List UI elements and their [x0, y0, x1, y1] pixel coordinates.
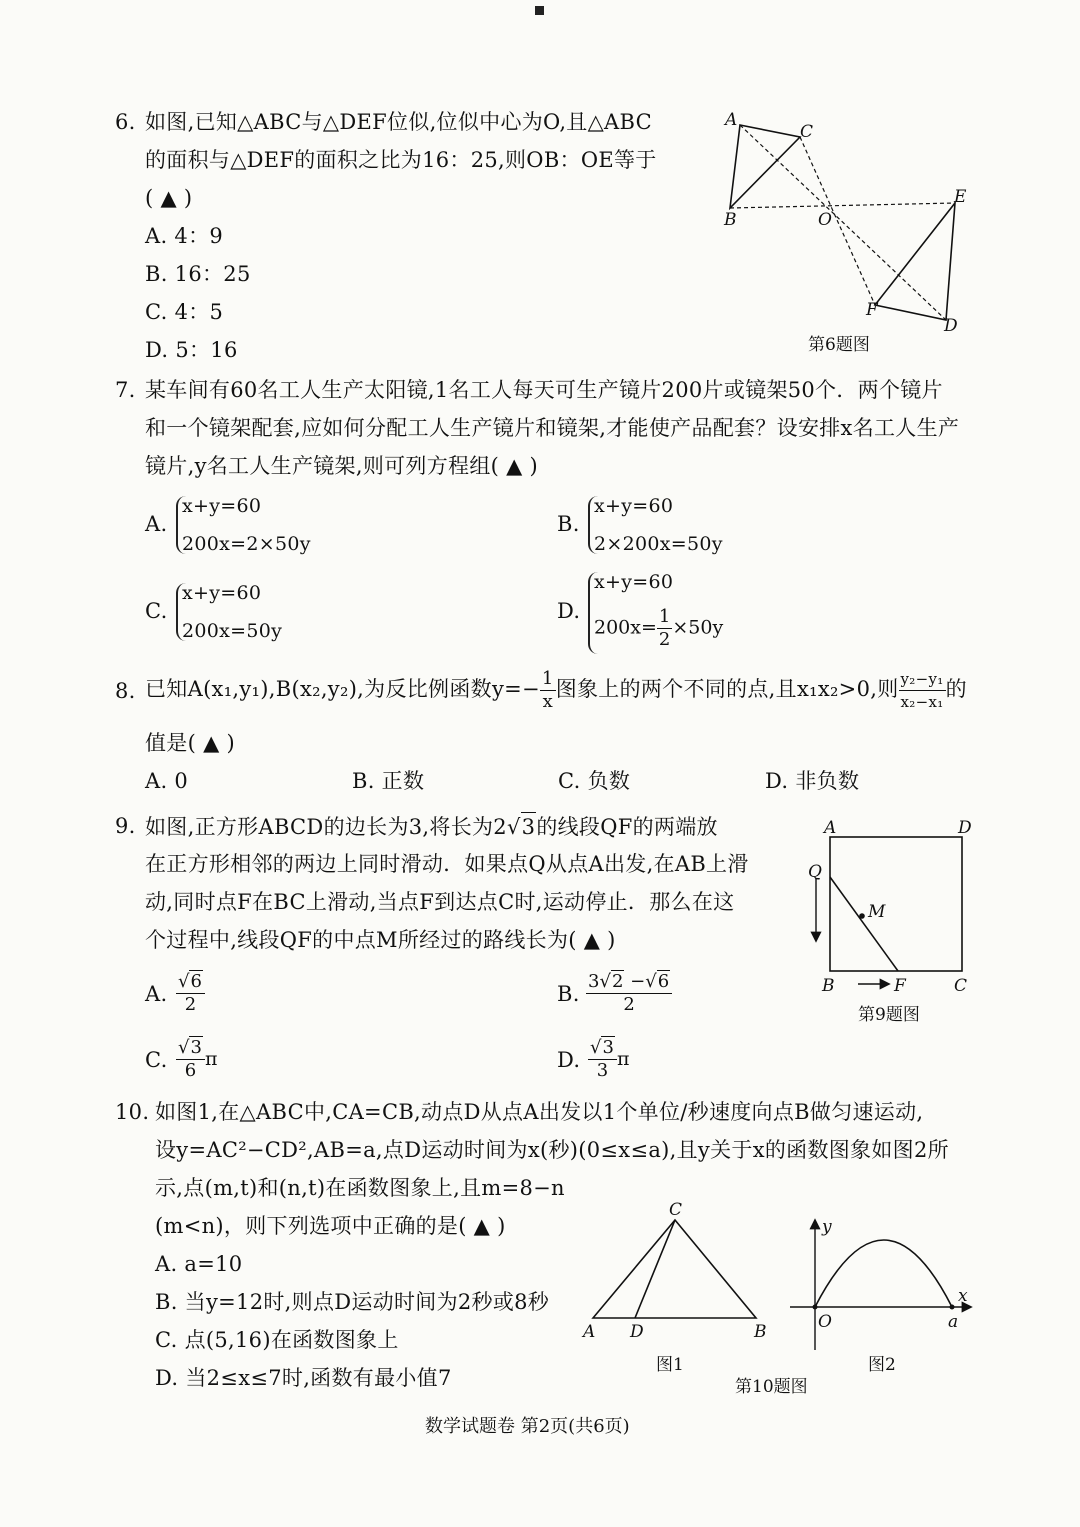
q6-figure-caption: 第6题图 [808, 335, 870, 355]
q8-stem-part-c: 的 [945, 677, 967, 701]
q9-option-c-value [176, 1036, 217, 1082]
q7-option-b-eq1: x+y=60 [594, 495, 674, 517]
q6-option-d: D. 5：16 [145, 338, 238, 362]
q10-option-c: C. 点(5,16)在函数图象上 [155, 1328, 399, 1352]
q10-stem-line4: (m<n)，则下列选项中正确的是( ▲ ) [155, 1214, 506, 1238]
q7-option-a-label: A. [145, 512, 168, 536]
q9-option-d-num-root: 3 [602, 1037, 614, 1058]
q7-option-d-eq2-post: ×50y [672, 616, 724, 639]
q10-stem-line1: 如图1,在△ABC中,CA=CB,动点D从点A出发以1个单位/秒速度向点B做匀速运动, [155, 1100, 924, 1124]
q9-figure-caption: 第9题图 [858, 1005, 920, 1025]
q9-option-b-num-root2: 6 [657, 971, 670, 992]
q10-fig2-label-o: O [818, 1312, 832, 1332]
q8-stem-line1 [145, 664, 967, 714]
q6-option-a: A. 4：9 [145, 224, 224, 248]
q10-figure-2 [790, 1215, 980, 1355]
q7-option-d-frac-num: 1 [658, 606, 671, 627]
q9-option-a-label: A. [145, 982, 168, 1006]
q6-label-d: D [944, 316, 958, 336]
q9-option-b-num-mid: − [630, 971, 646, 992]
q9-stem-line3: 动,同时点F在BC上滑动,当点F到达点C时,运动停止．那么在这 [145, 890, 735, 914]
q10-fig1-caption: 图1 [656, 1355, 684, 1375]
q7-option-a-eq2: 200x=2×50y [182, 533, 311, 555]
q7-option-d-frac-den: 2 [658, 629, 671, 650]
q9-option-c-fraction: $\frac{√3}{6}$ [176, 1036, 205, 1082]
q10-fig2-caption: 图2 [868, 1355, 896, 1375]
q9-figure [800, 820, 980, 1000]
q7-stem-line2: 和一个镜架配套,应如何分配工人生产镜片和镜架,才能使产品配套？设安排x名工人生产 [145, 416, 960, 440]
q7-option-d-eq1: x+y=60 [594, 571, 674, 593]
q7-stem-line3: 镜片,y名工人生产镜架,则可列方程组( ▲ ) [145, 454, 538, 478]
q9-stem-root: 3 [521, 812, 537, 841]
q9-label-b: B [822, 976, 835, 996]
q9-option-d-value [588, 1036, 629, 1082]
q6-label-c: C [800, 122, 814, 142]
q10-option-d: D. 当2≤x≤7时,函数有最小值7 [155, 1366, 452, 1390]
q10-fig2-label-x: x [958, 1286, 968, 1306]
q9-number: 9. [115, 814, 136, 838]
q8-ratio-fraction [899, 668, 946, 713]
q7-option-a-eq1: x+y=60 [182, 495, 262, 517]
q7-option-d-eq2-pre: 200x= [594, 616, 657, 639]
q9-label-f: F [894, 976, 906, 996]
q9-option-c-suffix: π [204, 1048, 218, 1070]
q10-fig2-label-a: a [948, 1312, 959, 1332]
q9-option-d-suffix: π [616, 1048, 630, 1070]
q9-option-b-num-root1: 2 [611, 971, 624, 992]
q9-option-c-num-root: 3 [190, 1037, 202, 1058]
page-top-mark [535, 6, 544, 15]
q8-stem-line2: 值是( ▲ ) [145, 731, 235, 755]
q9-label-a: A [824, 818, 837, 838]
q9-label-m: M [868, 902, 886, 922]
q6-label-a: A [725, 110, 738, 130]
q7-option-d-fraction [657, 606, 672, 651]
q7-number: 7. [115, 378, 136, 402]
q8-ratio-num: y₂−y₁ [899, 668, 946, 691]
q9-option-d-label: D. [557, 1048, 581, 1072]
q9-option-b-label: B. [557, 982, 580, 1006]
q6-label-o: O [818, 210, 832, 230]
q7-option-d-eq2 [594, 606, 723, 651]
q10-stem-line2: 设y=AC²−CD²,AB=a,点D运动时间为x(秒)(0≤x≤a),且y关于x的函数图象如图2所 [155, 1138, 949, 1162]
q10-number: 10. [115, 1100, 150, 1124]
q9-option-b-num-pre: 3 [588, 971, 600, 992]
q7-option-c-eq2: 200x=50y [182, 620, 283, 642]
q6-blank: ( ▲ ) [145, 186, 193, 210]
q8-func-den: x [542, 691, 554, 712]
q9-stem-part-b: 的线段QF的两端放 [536, 815, 718, 839]
q9-stem-line2: 在正方形相邻的两边上同时滑动．如果点Q从点A出发,在AB上滑 [145, 852, 749, 876]
q6-stem-line2: 的面积与△DEF的面积之比为16：25,则OB：OE等于 [145, 148, 657, 172]
q6-label-f: F [866, 300, 878, 320]
q10-figure-caption: 第10题图 [735, 1377, 808, 1397]
q9-option-c-label: C. [145, 1048, 168, 1072]
q9-option-d-fraction: $\frac{√3}{3}$ [588, 1036, 617, 1082]
q8-number: 8. [115, 679, 136, 703]
q7-option-b-label: B. [557, 512, 580, 536]
q9-option-a-fraction: $\frac{√6}{2}$ [176, 970, 205, 1016]
q8-stem-part-a: 已知A(x₁,y₁),B(x₂,y₂),为反比例函数y=− [145, 677, 540, 701]
q8-function-fraction [540, 668, 556, 713]
q7-stem-line1: 某车间有60名工人生产太阳镜,1名工人每天可生产镜片200片或镜架50个．两个镜片 [145, 378, 943, 402]
q7-option-c-label: C. [145, 599, 168, 623]
q6-figure [700, 105, 990, 340]
q10-option-b: B. 当y=12时,则点D运动时间为2秒或8秒 [155, 1290, 550, 1314]
q9-option-a-value [176, 970, 205, 1016]
q10-fig1-label-a: A [583, 1322, 596, 1342]
q8-func-num: 1 [541, 668, 554, 689]
q9-option-a-num-root: 6 [190, 971, 202, 992]
q9-option-b-fraction: $\frac{3√2 -√6}{2}$ [586, 970, 672, 1016]
q9-label-d: D [958, 818, 972, 838]
q7-option-b-eq2: 2×200x=50y [594, 533, 723, 555]
q9-label-c: C [954, 976, 968, 996]
q9-label-q: Q [808, 862, 822, 882]
q10-fig1-label-c: C [669, 1200, 683, 1220]
q6-number: 6. [115, 110, 136, 134]
q6-label-e: E [954, 187, 967, 207]
q8-ratio-den: x₂−x₁ [900, 693, 944, 711]
q10-option-a: A. a=10 [155, 1252, 243, 1276]
q9-option-a-den: 2 [184, 994, 197, 1015]
q8-stem-part-b: 图象上的两个不同的点,且x₁x₂>0,则 [555, 677, 899, 701]
q9-option-b-den: 2 [623, 994, 635, 1015]
q6-stem-line1: 如图,已知△ABC与△DEF位似,位似中心为O,且△ABC [145, 110, 653, 134]
q7-option-c-eq1: x+y=60 [182, 582, 262, 604]
q9-stem-part-a: 如图,正方形ABCD的边长为3,将长为2 [145, 815, 507, 839]
q10-stem-line3: 示,点(m,t)和(n,t)在函数图象上,且m=8−n [155, 1176, 565, 1200]
q10-fig1-label-d: D [630, 1322, 644, 1342]
q6-option-b: B. 16：25 [145, 262, 251, 286]
q8-option-c: C. 负数 [558, 769, 631, 793]
q8-option-d: D. 非负数 [765, 769, 860, 793]
q9-stem-line1: 如图,正方形ABCD的边长为3,将长为2√3的线段QF的两端放 [145, 812, 718, 841]
q6-label-b: B [724, 210, 737, 230]
q8-option-a: A. 0 [145, 769, 189, 793]
q8-option-b: B. 正数 [352, 769, 425, 793]
q9-stem-line4: 个过程中,线段QF的中点M所经过的路线长为( ▲ ) [145, 928, 616, 952]
q10-fig1-label-b: B [754, 1322, 767, 1342]
q9-option-c-den: 6 [184, 1060, 197, 1081]
q9-option-b-value [586, 970, 672, 1016]
q10-fig2-label-y: y [822, 1217, 832, 1237]
q9-option-d-den: 3 [596, 1060, 609, 1081]
q6-option-c: C. 4：5 [145, 300, 224, 324]
q7-option-d-label: D. [557, 599, 581, 623]
page-footer: 数学试题卷 第2页(共6页) [425, 1416, 630, 1437]
